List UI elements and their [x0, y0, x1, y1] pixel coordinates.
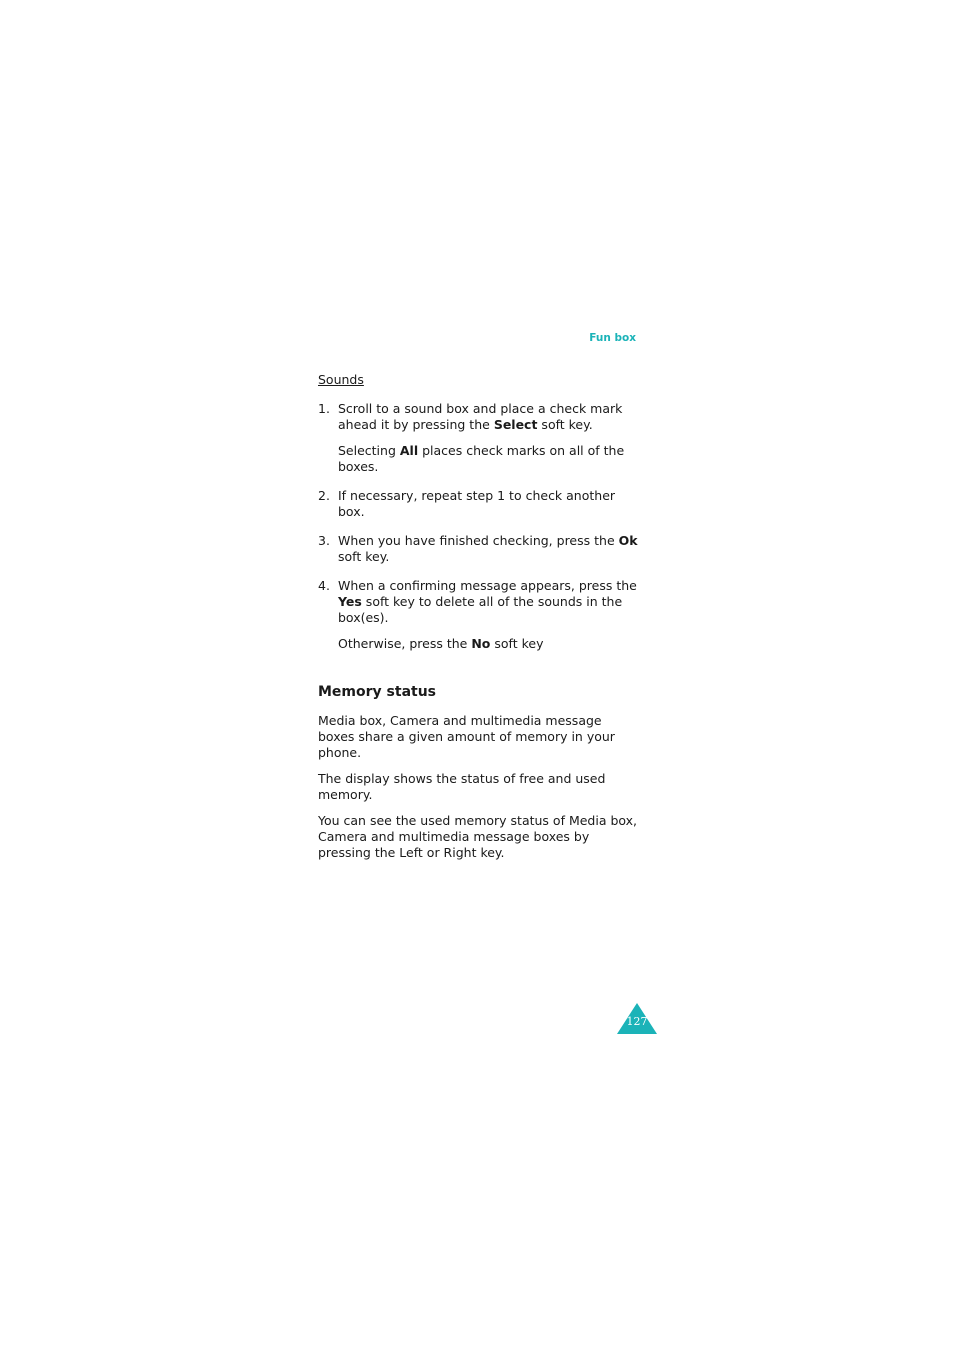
memory-paragraph: You can see the used memory status of Media box, Camera and multimedia message boxes by pressing the Left or Right key.: [318, 813, 638, 860]
page-number-tab: [617, 1003, 657, 1034]
soft-key-label: Yes: [338, 594, 362, 609]
soft-key-label: No: [471, 636, 491, 651]
step-number: 1.: [318, 401, 330, 416]
memory-status-heading: Memory status: [318, 684, 437, 700]
step-number: 2.: [318, 488, 330, 503]
option-label: All: [399, 443, 419, 458]
step-number: 4.: [318, 578, 330, 593]
step-3: [318, 533, 638, 565]
step-text: Scroll to a sound box and place a check mark ahead it by pressing the Select soft key.: [338, 401, 623, 432]
step-text: If necessary, repeat step 1 to check another box.: [338, 488, 616, 519]
step-2: [318, 488, 638, 520]
step-4: [318, 578, 638, 652]
sounds-heading: Sounds: [318, 372, 364, 387]
sounds-steps-list: [318, 401, 638, 652]
memory-paragraph: Media box, Camera and multimedia message boxes share a given amount of memory in your phone.: [318, 713, 615, 760]
step-note: Otherwise, press the No soft key: [338, 636, 544, 651]
memory-paragraph: The display shows the status of free and used memory.: [318, 771, 606, 802]
page-content: [318, 372, 638, 871]
soft-key-label: Ok: [618, 533, 638, 548]
page-number: 127: [626, 1015, 648, 1028]
step-number: 3.: [318, 533, 330, 548]
step-text: When you have finished checking, press the Ok soft key.: [338, 533, 638, 564]
step-text: When a confirming message appears, press the Yes soft key to delete all of the sounds in the box(es).: [338, 578, 637, 625]
step-note: Selecting All places check marks on all of the boxes.: [338, 443, 625, 474]
step-1: [318, 401, 638, 475]
soft-key-label: Select: [493, 417, 538, 432]
running-title: Fun box: [589, 332, 636, 344]
